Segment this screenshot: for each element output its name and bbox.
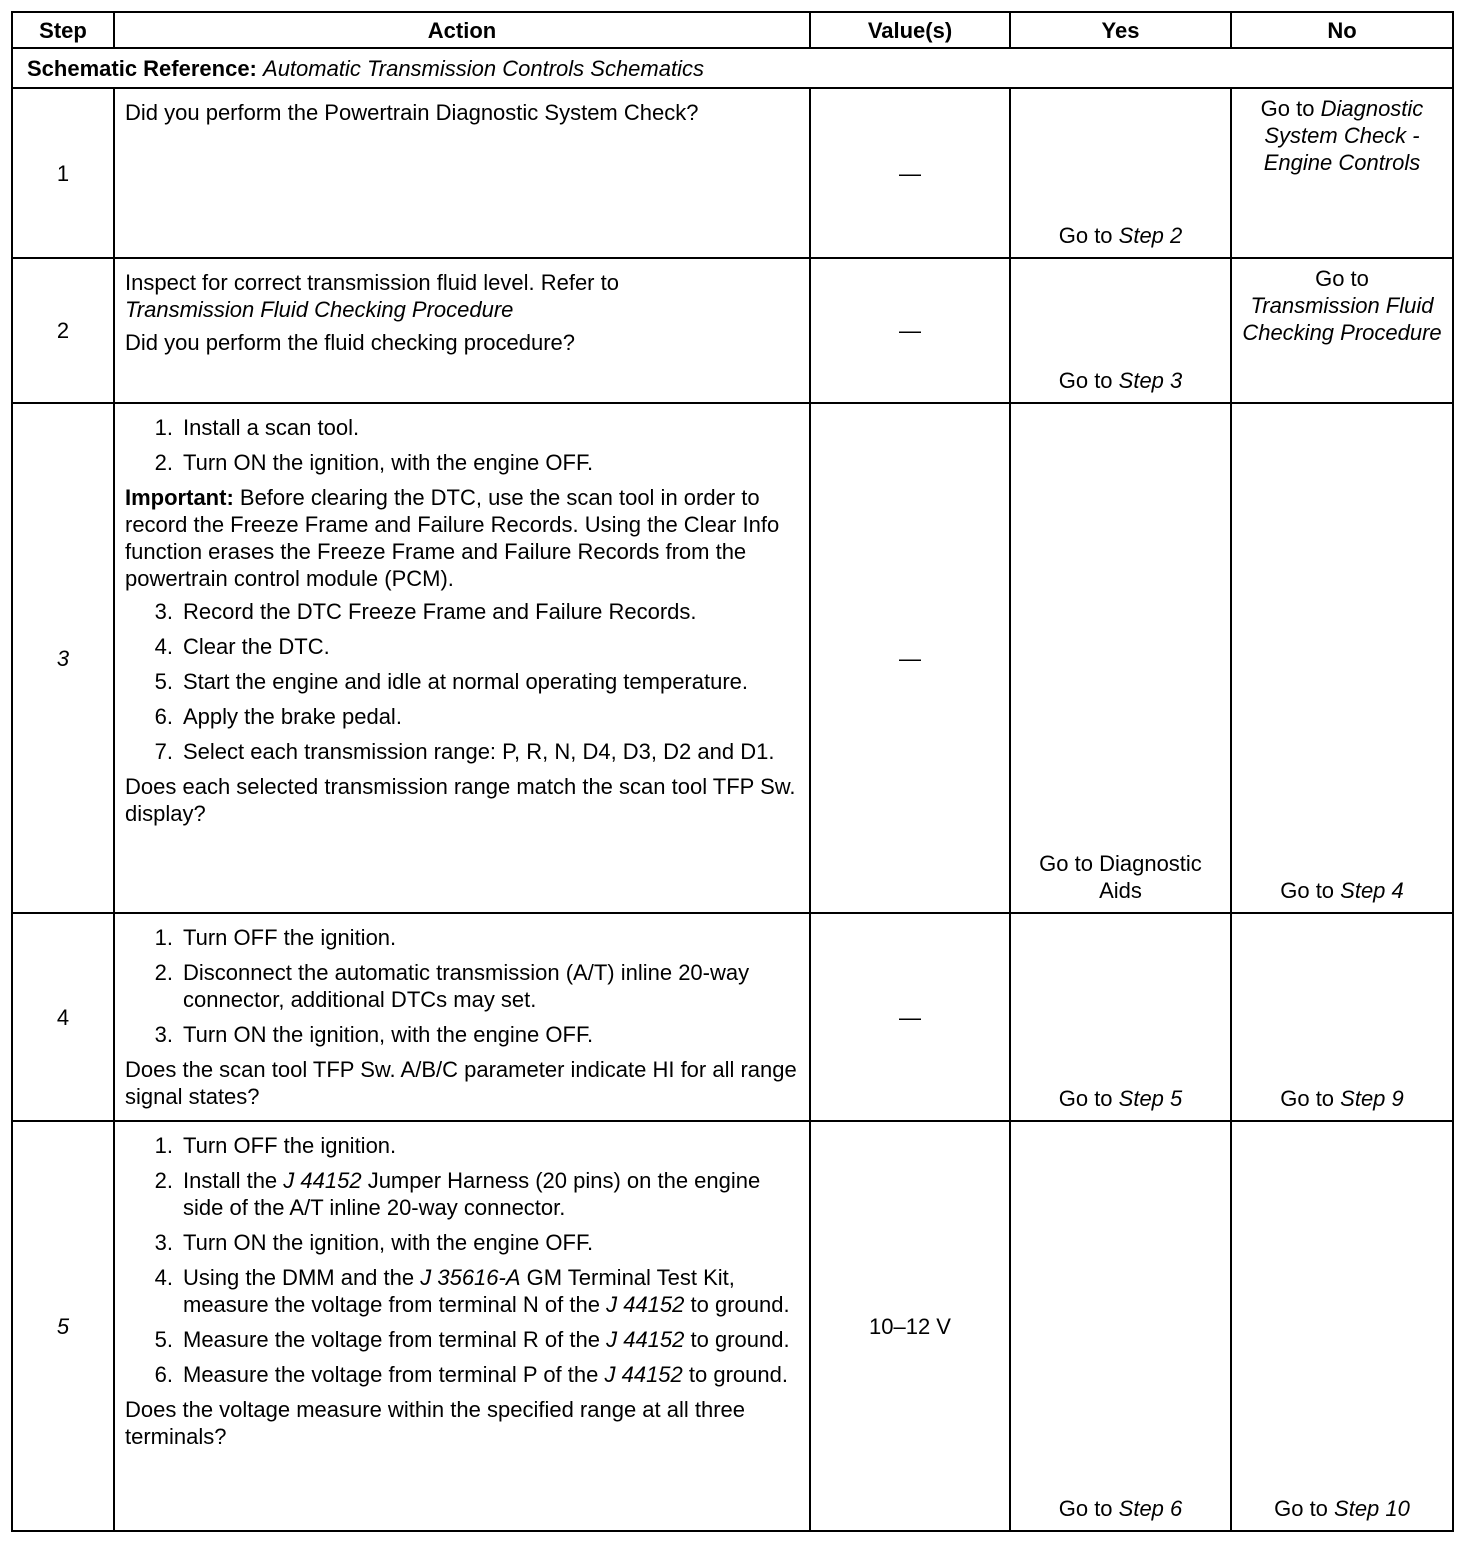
no-prefix: Go to xyxy=(1280,1086,1341,1111)
item-text: Install a scan tool. xyxy=(183,415,360,440)
value-cell: 10–12 V xyxy=(810,1121,1010,1531)
step-list xyxy=(125,598,801,765)
yes-prefix: Go to xyxy=(1058,223,1119,248)
no-link[interactable]: Step 10 xyxy=(1334,1496,1410,1521)
tool-link[interactable]: J 44152 xyxy=(606,1327,685,1352)
tool-link[interactable]: J 35616-A xyxy=(420,1265,521,1290)
table-row xyxy=(12,403,1453,913)
no-link[interactable]: Transmission Fluid Checking Procedure xyxy=(1242,293,1442,345)
no-prefix: Go to xyxy=(1274,1496,1335,1521)
yes-cell xyxy=(1010,258,1231,403)
item-number: 3. xyxy=(154,1022,173,1047)
question: Does the voltage measure within the specified range at all three terminals? xyxy=(125,1397,746,1449)
item-text: Turn OFF the ignition. xyxy=(183,925,397,950)
step-number: 2 xyxy=(12,258,114,403)
schematic-reference xyxy=(12,48,1453,88)
item-text: Turn ON the ignition, with the engine OFF. xyxy=(183,1022,594,1047)
question: Does each selected transmission range match the scan tool TFP Sw. display? xyxy=(125,774,796,826)
action-cell xyxy=(114,258,810,403)
important-text: Before clearing the DTC, use the scan tool in order to record the Freeze Frame and Failure Records. Using the Clear Info function erases the Freeze Frame and Failure Records from the powertrain control module (PCM). xyxy=(125,485,780,591)
step-number-text: 5 xyxy=(56,1313,70,1339)
question: Does the scan tool TFP Sw. A/B/C parameter indicate HI for all range signal states? xyxy=(125,1057,797,1109)
value-cell: — xyxy=(810,88,1010,258)
table-row xyxy=(12,1121,1453,1531)
item-number: 1. xyxy=(154,1133,173,1158)
list-item xyxy=(125,1167,801,1221)
item-number: 3. xyxy=(154,599,173,624)
yes-link[interactable]: Step 6 xyxy=(1118,1496,1183,1521)
action-cell xyxy=(114,403,810,913)
no-prefix: Go to xyxy=(1260,96,1321,121)
item-number: 2. xyxy=(154,450,173,475)
no-prefix: Go to xyxy=(1315,266,1369,291)
item-text: Measure the voltage from terminal P of the J 44152 to ground. xyxy=(183,1362,788,1387)
yes-prefix: Go to xyxy=(1058,1496,1119,1521)
list-item xyxy=(125,449,801,476)
important-note xyxy=(125,484,801,592)
list-item xyxy=(125,1264,801,1318)
header-row xyxy=(12,12,1453,48)
list-item xyxy=(125,703,801,730)
item-number: 2. xyxy=(154,1168,173,1193)
question: Did you perform the fluid checking procedure? xyxy=(125,330,576,355)
value-cell: — xyxy=(810,913,1010,1121)
no-link[interactable]: Diagnostic System Check - Engine Controls xyxy=(1263,96,1424,175)
item-text: Start the engine and idle at normal operating temperature. xyxy=(183,669,749,694)
list-item xyxy=(125,924,801,951)
no-cell xyxy=(1231,88,1453,258)
action-cell xyxy=(114,913,810,1121)
item-number: 6. xyxy=(154,1362,173,1387)
item-number: 4. xyxy=(154,1265,173,1290)
list-item xyxy=(125,668,801,695)
no-cell xyxy=(1231,403,1453,913)
item-number: 5. xyxy=(154,1327,173,1352)
header-values: Value(s) xyxy=(810,12,1010,48)
tool-link[interactable]: J 44152 xyxy=(283,1168,362,1193)
item-number: 1. xyxy=(154,925,173,950)
item-number: 7. xyxy=(154,739,173,764)
yes-prefix: Go to xyxy=(1058,1086,1119,1111)
schematic-link[interactable]: Automatic Transmission Controls Schematics xyxy=(263,55,704,81)
list-item xyxy=(125,414,801,441)
step-number-text: 3 xyxy=(56,645,70,671)
step-list xyxy=(125,924,801,1048)
header-step: Step xyxy=(12,12,114,48)
yes-link[interactable]: Go to Diagnostic Aids xyxy=(1039,851,1202,903)
item-number: 5. xyxy=(154,669,173,694)
item-number: 6. xyxy=(154,704,173,729)
item-text: Select each transmission range: P, R, N, D4, D3, D2 and D1. xyxy=(183,739,775,764)
header-yes: Yes xyxy=(1010,12,1231,48)
list-item xyxy=(125,1229,801,1256)
yes-cell xyxy=(1010,913,1231,1121)
step-number xyxy=(12,1121,114,1531)
item-text: Disconnect the automatic transmission (A/T) inline 20-way connector, additional DTCs may set. xyxy=(183,960,750,1012)
item-text: Apply the brake pedal. xyxy=(183,704,402,729)
important-label: Important: xyxy=(125,485,234,510)
step-number xyxy=(12,403,114,913)
list-item xyxy=(125,1326,801,1353)
step-list xyxy=(125,414,801,476)
action-cell xyxy=(114,1121,810,1531)
yes-prefix: Go to xyxy=(1058,368,1119,393)
item-text: Record the DTC Freeze Frame and Failure Records. xyxy=(183,599,697,624)
intro-link[interactable]: Transmission Fluid Checking Procedure xyxy=(125,297,514,322)
intro-text: Inspect for correct transmission fluid level. Refer to xyxy=(125,270,619,295)
list-item xyxy=(125,1361,801,1388)
table-row xyxy=(12,258,1453,403)
table-row xyxy=(12,88,1453,258)
list-item xyxy=(125,1021,801,1048)
yes-link[interactable]: Step 5 xyxy=(1118,1086,1183,1111)
schematic-reference-row xyxy=(12,48,1453,88)
item-number: 2. xyxy=(154,960,173,985)
yes-link[interactable]: Step 2 xyxy=(1118,223,1183,248)
item-number: 1. xyxy=(154,415,173,440)
value-cell: — xyxy=(810,403,1010,913)
item-text: Clear the DTC. xyxy=(183,634,330,659)
diagnostic-table xyxy=(11,11,1454,1532)
no-prefix: Go to xyxy=(1280,878,1341,903)
step-number: 1 xyxy=(12,88,114,258)
list-item xyxy=(125,598,801,625)
step-number: 4 xyxy=(12,913,114,1121)
question: Did you perform the Powertrain Diagnostic System Check? xyxy=(125,100,699,125)
yes-cell xyxy=(1010,88,1231,258)
yes-link[interactable]: Step 3 xyxy=(1118,368,1183,393)
list-item xyxy=(125,738,801,765)
header-action: Action xyxy=(114,12,810,48)
no-link[interactable]: Step 9 xyxy=(1340,1086,1404,1111)
no-cell xyxy=(1231,1121,1453,1531)
item-text: Turn OFF the ignition. xyxy=(183,1133,397,1158)
list-item xyxy=(125,1132,801,1159)
action-cell xyxy=(114,88,810,258)
no-cell xyxy=(1231,913,1453,1121)
yes-cell xyxy=(1010,403,1231,913)
item-number: 3. xyxy=(154,1230,173,1255)
value-cell: — xyxy=(810,258,1010,403)
item-text: Install the J 44152 Jumper Harness (20 pins) on the engine side of the A/T inline 20-way connector. xyxy=(183,1168,761,1220)
tool-link[interactable]: J 44152 xyxy=(606,1292,685,1317)
item-text: Turn ON the ignition, with the engine OFF. xyxy=(183,1230,594,1255)
item-number: 4. xyxy=(154,634,173,659)
no-link[interactable]: Step 4 xyxy=(1340,878,1404,903)
item-text: Measure the voltage from terminal R of the J 44152 to ground. xyxy=(183,1327,790,1352)
list-item xyxy=(125,959,801,1013)
item-text: Using the DMM and the J 35616-A GM Terminal Test Kit, measure the voltage from terminal N of the J 44152 to ground. xyxy=(183,1265,790,1317)
schematic-label: Schematic Reference: xyxy=(27,55,257,81)
no-cell xyxy=(1231,258,1453,403)
list-item xyxy=(125,633,801,660)
intro xyxy=(125,269,801,323)
step-list xyxy=(125,1132,801,1388)
tool-link[interactable]: J 44152 xyxy=(604,1362,683,1387)
header-no: No xyxy=(1231,12,1453,48)
table-row xyxy=(12,913,1453,1121)
yes-cell xyxy=(1010,1121,1231,1531)
item-text: Turn ON the ignition, with the engine OFF. xyxy=(183,450,594,475)
